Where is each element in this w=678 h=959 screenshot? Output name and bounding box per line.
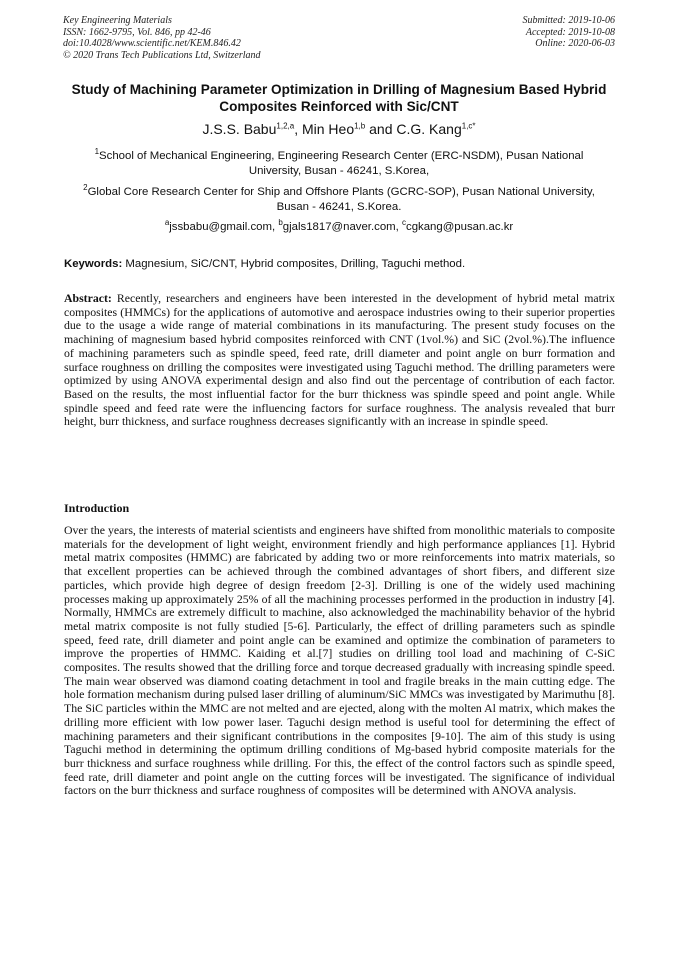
author-list bbox=[40, 120, 638, 138]
submitted-date: Submitted: 2019-10-06 bbox=[522, 15, 615, 26]
copyright-line: © 2020 Trans Tech Publications Ltd, Switzerland bbox=[63, 49, 261, 61]
affiliation-number: 2 bbox=[83, 183, 88, 193]
email-address: cgkang@pusan.ac.kr bbox=[406, 221, 514, 233]
author-affiliation-marker: 1,b bbox=[354, 121, 366, 131]
online-date: Online: 2020-06-03 bbox=[535, 38, 615, 49]
affiliation-number: 1 bbox=[94, 147, 100, 157]
author-separator: , bbox=[294, 121, 302, 137]
accepted-date: Accepted: 2019-10-08 bbox=[525, 26, 615, 38]
paper-title: Study of Machining Parameter Optimization in Drilling of Magnesium Based Hybrid Composites Reinforced with Sic/CNT bbox=[71, 82, 607, 114]
email-marker: a bbox=[164, 218, 170, 228]
author-name: J.S.S. Babu bbox=[202, 121, 277, 137]
journal-name: Key Engineering Materials bbox=[63, 15, 172, 26]
author-affiliation-marker: 1,2,a bbox=[276, 121, 295, 131]
author-name: Min Heo bbox=[301, 121, 355, 137]
email-marker: c bbox=[402, 218, 406, 228]
affiliation bbox=[68, 185, 610, 215]
author-emails bbox=[40, 220, 638, 235]
affiliation bbox=[68, 149, 610, 179]
issn-line: ISSN: 1662-9795, Vol. 846, pp 42-46 bbox=[63, 26, 211, 38]
keywords-label: Keywords: bbox=[64, 258, 123, 270]
affiliation-text: School of Mechanical Engineering, Engineering Research Center (ERC-NSDM), Pusan National University, Busan - 46241, S.Korea, bbox=[99, 150, 584, 177]
email-marker: b bbox=[278, 218, 283, 228]
author-name: C.G. Kang bbox=[396, 121, 462, 137]
publication-dates bbox=[523, 15, 616, 50]
affiliation-text: Global Core Research Center for Ship and Offshore Plants (GCRC-SOP), Pusan National University, Busan - 46241, S.Korea. bbox=[87, 186, 595, 213]
journal-info bbox=[63, 15, 261, 61]
author-separator: and bbox=[365, 121, 397, 137]
email-address: gjals1817@naver.com, bbox=[282, 221, 402, 233]
abstract-label: Abstract: bbox=[64, 291, 112, 305]
email-address: jssbabu@gmail.com, bbox=[169, 221, 279, 233]
abstract-text: Recently, researchers and engineers have been interested in the development of hybrid metal matrix composites (HMMCs) for the applications of automotive and aerospace industries owing to their superior properties due to the usage a wide range of material combinations in its manufacturing. The present study focuses on the machining of magnesium based hybrid composites reinforced with CNT (1vol.%) and SiC (2vol.%).The influence of machining parameters such as spindle speed, feed rate, drill diameter and point angle on burr formation and surface roughness on drilling the composites were investigated using Taguchi method. The drilling parameters were optimized by using ANOVA experimental design and also find out the percentage of contribution of each factor. Based on the results, the most influential factor for the burr thickness was spindle speed and point angle. While spindle speed and feed rate were the influencing factors for surface roughness. The analysis revealed that burr height, burr thickness, and surface roughness decreases significantly with an increase in spindle speed. bbox=[64, 291, 615, 429]
section-heading-introduction: Introduction bbox=[64, 501, 130, 515]
author-affiliation-marker: 1,c* bbox=[461, 121, 476, 131]
doi-line: doi:10.4028/www.scientific.net/KEM.846.42 bbox=[63, 38, 241, 49]
introduction-paragraph: Over the years, the interests of material scientists and engineers have shifted from monolithic materials to composite materials for the development of light weight, environment friendly and high performance appliances [1]. Hybrid metal matrix composites (HMMC) are fabricated by adding two or more reinforcements into matrix materials, so that excellent properties can be achieved through the combined advantages of short fibers, and different size particles, which provide high degree of design freedom [2-3]. Drilling is one of the widely used machining processes making up approximately 25% of all the machining processes performed in the production in industry [4]. Normally, HMMCs are extremely difficult to machine, also acknowledged the machinability behavior of the hybrid metal matrix composite is not fully studied [5-6]. Particularly, the effect of drilling parameters such as spindle speed, feed rate, drill diameter and point angle can be examined and optimize the combination of parameters to improve the properties of HMMC. Kaiding et al.[7] studies on drilling tool load and machining of C-SiC composites. The results showed that the drilling force and torque decreased gradually with increasing spindle speed. The main wear observed was diamond coating detachment in tool and fragile breaks in the main cutting edge. The hole formation mechanism during pulsed laser drilling of aluminum/SiC MMCs was investigated by Marimuthu [8]. The SiC particles within the MMC are not melted and are ejected, along with the molten Al matrix, which makes the drilling more efficient with low power laser. Taguchi design method is useful tool for determining the effect of machining parameters and their significant contributions in the composites [9-10]. The aim of this study is using Taguchi method in determining the optimum drilling conditions of Mg-based hybrid composite materials for the burr thickness and surface roughness while drilling. For this, the effect of the control factors such as spindle speed, feed rate, drill diameter and point angle on the cutting forces will be investigated. The significance of individual factors on the burr thickness and surface roughness of composites will be determined with ANOVA analysis. bbox=[64, 523, 615, 798]
abstract-paragraph bbox=[64, 292, 615, 429]
keywords-line bbox=[64, 257, 616, 272]
keywords-text: Magnesium, SiC/CNT, Hybrid composites, Drilling, Taguchi method. bbox=[122, 258, 466, 270]
